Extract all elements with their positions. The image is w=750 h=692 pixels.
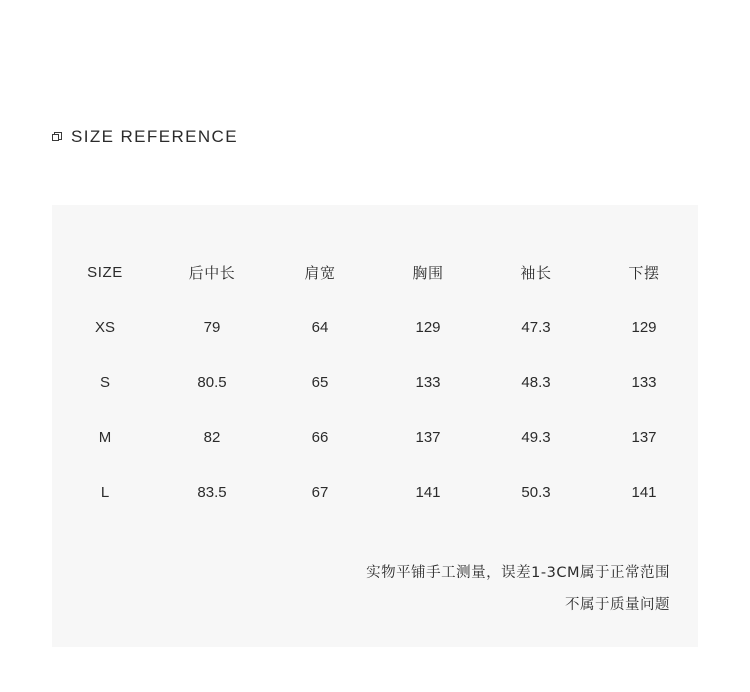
cell-back-length: 79 [203, 319, 221, 336]
cell-sleeve: 50.3 [521, 484, 551, 501]
cell-back-length: 83.5 [197, 484, 227, 501]
section-heading [52, 127, 238, 147]
cell-bust: 129 [415, 319, 441, 336]
cell-hem: 137 [631, 429, 657, 446]
cell-size: M [98, 429, 112, 446]
cell-bust: 137 [415, 429, 441, 446]
cell-bust: 133 [415, 374, 441, 391]
cell-shoulder: 66 [311, 429, 329, 446]
table-row [52, 300, 698, 355]
size-table [52, 245, 698, 520]
cell-back-length: 82 [203, 429, 221, 446]
cell-hem: 141 [631, 484, 657, 501]
cell-sleeve: 47.3 [521, 319, 551, 336]
measurement-note [366, 557, 670, 621]
cell-hem: 129 [631, 319, 657, 336]
table-row [52, 355, 698, 410]
table-header-row [52, 245, 698, 300]
cell-shoulder: 64 [311, 319, 329, 336]
cell-back-length: 80.5 [197, 374, 227, 391]
size-chart-panel [52, 205, 698, 647]
cell-sleeve: 49.3 [521, 429, 551, 446]
table-row [52, 410, 698, 465]
column-header-hem: 下摆 [628, 264, 660, 282]
cell-size: L [100, 484, 110, 501]
measurement-note-line2: 不属于质量问题 [565, 597, 670, 613]
cell-hem: 133 [631, 374, 657, 391]
cell-shoulder: 67 [311, 484, 329, 501]
column-header-back-length: 后中长 [188, 264, 236, 282]
cell-shoulder: 65 [311, 374, 329, 391]
cell-size: XS [94, 319, 115, 336]
cell-bust: 141 [415, 484, 441, 501]
column-header-size: SIZE [87, 264, 123, 281]
stacked-squares-icon [52, 132, 63, 143]
column-header-bust: 胸围 [412, 264, 444, 282]
column-header-shoulder: 肩宽 [304, 264, 336, 282]
page-title: SIZE REFERENCE [71, 127, 238, 146]
cell-sleeve: 48.3 [521, 374, 551, 391]
measurement-note-line1: 实物平铺手工测量，误差1-3CM属于正常范围 [366, 565, 670, 581]
column-header-sleeve: 袖长 [520, 264, 552, 282]
table-row [52, 465, 698, 520]
cell-size: S [99, 374, 110, 391]
